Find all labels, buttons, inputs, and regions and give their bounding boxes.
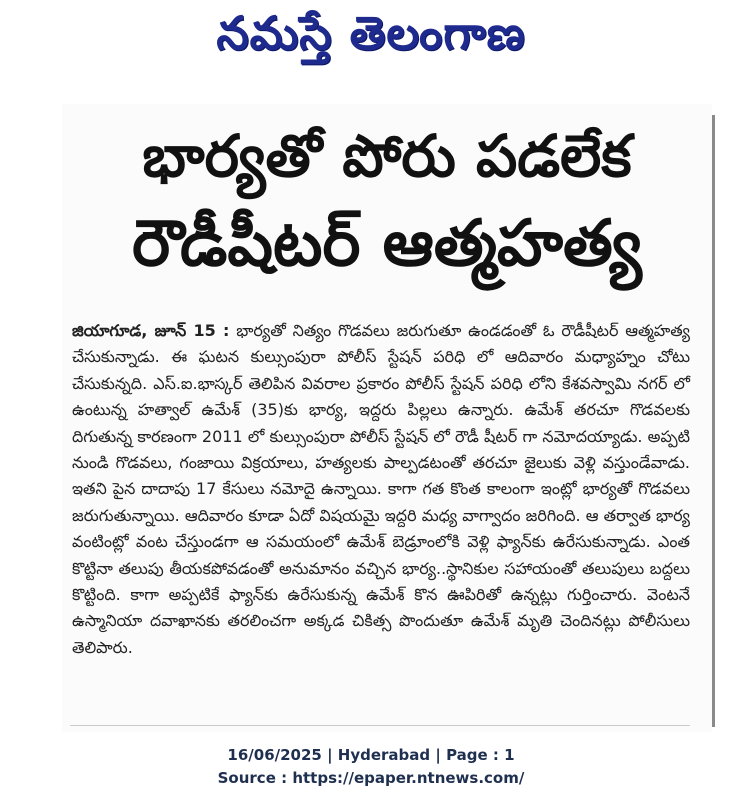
dateline: జియాగూడ, జూన్ 15 : xyxy=(72,321,230,340)
article-body xyxy=(72,318,690,661)
headline-line-2: రౌడీషీటర్ ఆత్మహత్య xyxy=(132,207,642,281)
article-paragraph: భార్యతో నిత్యం గొడవలు జరుగుతూ ఉండడంతో ఓ రౌడీషీటర్ ఆత్మహత్య చేసుకున్నాడు. ఈ ఘటన కుల్సుంపురా పోలీస్ స్టేషన్ పరిధి లో ఆదివారం మధ్యాహ్నం చోటు చేసుకున్నది. ఎస్.ఐ.భాస్కర్ తెలిపిన వివరాల ప్రకారం పోలీస్ స్టేషన్ పరిధి లోని కేశవస్వామి నగర్ లో ఉంటున్న హత్వాల్ ఉమేశ్ (35)కు భార్య, ఇద్దరు పిల్లలు ఉన్నారు. ఉమేశ్ తరచూ గొడవలకు దిగుతున్న కారణంగా 2011 లో కుల్సుంపురా పోలీస్ స్టేషన్ లో రౌడీ షీటర్ గా నమోదయ్యాడు. అప్పటి నుండి గొడవలు, గంజాయి విక్రయాలు, హత్యలకు పాల్పడటంతో తరచూ జైలుకు వెళ్లి వస్తుండేవాడు. ఇతని పైన దాదాపు 17 కేసులు నమోదై ఉన్నాయి. కాగా గత కొంత కాలంగా ఇంట్లో భార్యతో గొడవలు జరుగుతున్నాయి. ఆదివారం కూడా ఏదో విషయమై ఇద్దరి మధ్య వాగ్వాదం జరిగింది. ఆ తర్వాత భార్య వంటింట్లో వంట చేస్తుండగా ఆ సమయంలో ఉమేశ్ బెడ్రూంలోకి వెళ్లి ఫ్యాన్‌కు ఉరేసుకున్నాడు. ఎంత కొట్టినా తలుపు తీయకపోవడంతో అనుమానం వచ్చిన భార్య..స్థానికుల సహాయంతో తలుపులు బద్దలు కొట్టింది. కాగా అప్పటికే ఫ్యాన్‌కు ఉరేసుకున్న ఉమేశ్ కొన ఊపిరితో ఉన్నట్లు గుర్తించారు. వెంటనే ఉస్మానియా దవాఖానకు తరలించగా అక్కడ చికిత్స పొందుతూ ఉమేశ్ మృతి చెందినట్లు పోలీసులు తెలిపారు. xyxy=(72,321,690,657)
footer-source: Source : https://epaper.ntnews.com/ xyxy=(217,769,525,787)
masthead xyxy=(0,4,742,74)
divider xyxy=(70,725,690,726)
clipping-edge xyxy=(712,115,715,727)
footer-info: 16/06/2025 | Hyderabad | Page : 1 xyxy=(227,746,515,764)
newspaper-title: నమస్తే తెలంగాణ xyxy=(216,6,526,60)
headline-line-1: భార్యతో పోరు పడలేక xyxy=(142,122,632,190)
